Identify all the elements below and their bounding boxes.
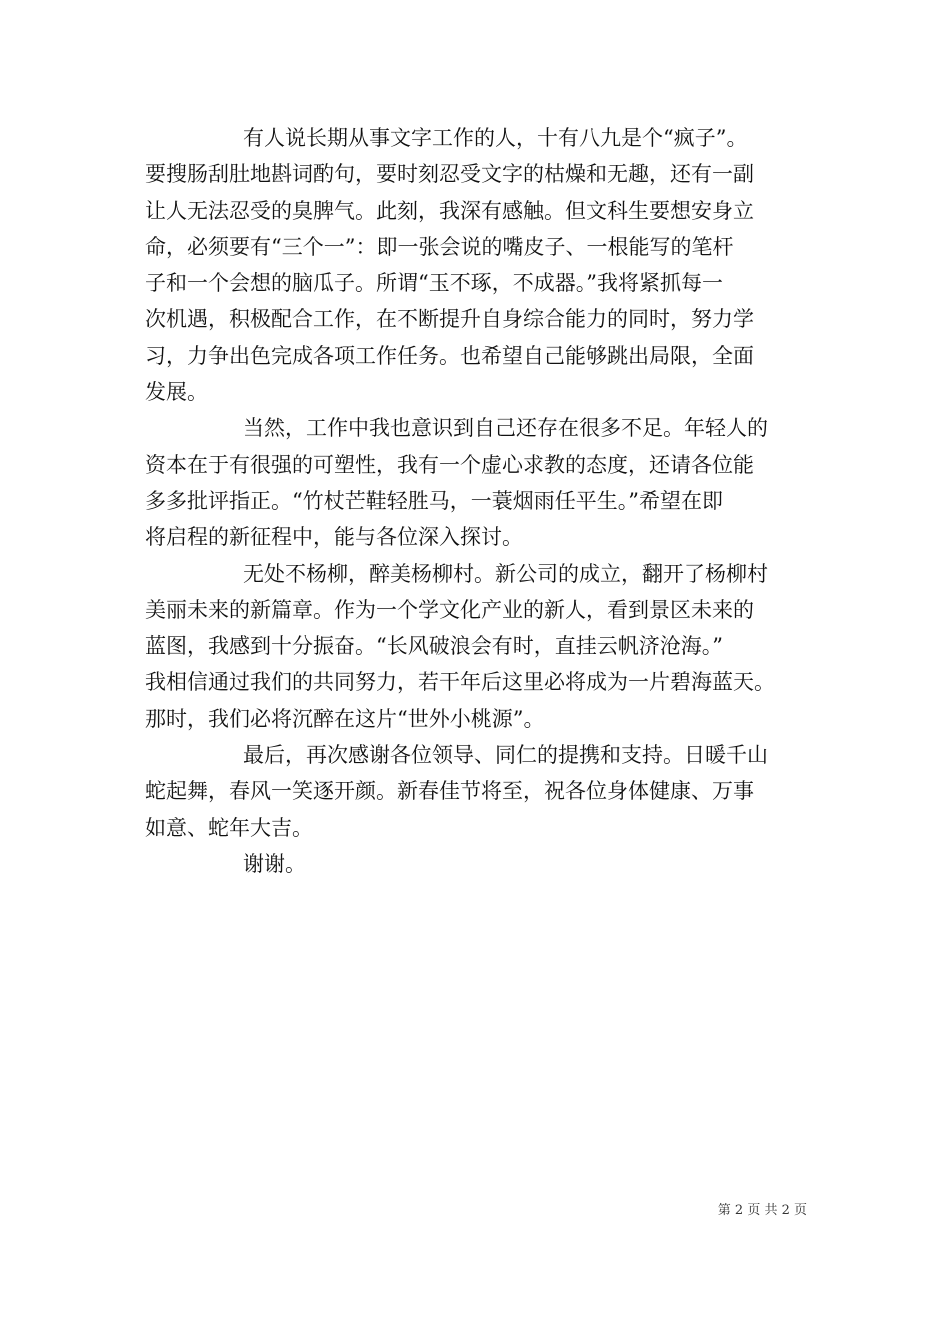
paragraph-2-line-4: 将启程的新征程中，能与各位深入探讨。	[145, 525, 523, 550]
paragraph-3-line-2: 美丽未来的新篇章。作为一个学文化产业的新人，看到景区未来的	[145, 597, 754, 622]
paragraph-2-line-3: 多多批评指正。“竹杖芒鞋轻胜马，一蓑烟雨任平生。”希望在即	[145, 488, 723, 513]
paragraph-1-line-5: 子和一个会想的脑瓜子。所谓“玉不琢，不成器。”我将紧抓每一	[145, 271, 723, 296]
paragraph-1-line-2: 要搜肠刮肚地斟词酌句，要时刻忍受文字的枯燥和无趣，还有一副	[145, 162, 754, 187]
document-body	[145, 120, 820, 882]
paragraph-1-line-3: 让人无法忍受的臭脾气。此刻，我深有感触。但文科生要想安身立	[145, 198, 754, 223]
paragraph-3-line-3: 蓝图，我感到十分振奋。“长风破浪会有时，直挂云帆济沧海。”	[145, 634, 723, 659]
paragraph-2-line-2: 资本在于有很强的可塑性，我有一个虚心求教的态度，还请各位能	[145, 452, 754, 477]
paragraph-4-line-3: 如意、蛇年大吉。	[145, 815, 313, 840]
paragraph-1-line-1: 有人说长期从事文字工作的人，十有八九是个“疯子”。	[243, 126, 748, 150]
page-number-footer: 第 2 页 共 2 页	[717, 1203, 807, 1218]
paragraph-1-line-4: 命，必须要有“三个一”：即一张会说的嘴皮子、一根能写的笔杆	[145, 234, 734, 259]
paragraph-4-line-1: 最后，再次感谢各位领导、同仁的提携和支持。日暖千山	[243, 743, 768, 768]
paragraph-3-line-5: 那时，我们必将沉醉在这片“世外小桃源”。	[145, 706, 545, 731]
paragraph-3-line-4: 我相信通过我们的共同努力，若干年后这里必将成为一片碧海蓝天。	[145, 670, 775, 695]
paragraph-1-line-7: 习，力争出色完成各项工作任务。也希望自己能够跳出局限，全面	[145, 343, 754, 368]
paragraph-1-line-6: 次机遇，积极配合工作，在不断提升自身综合能力的同时，努力学	[145, 307, 754, 332]
paragraph-1-line-8: 发展。	[145, 380, 208, 405]
paragraph-4-line-2: 蛇起舞，春风一笑逐开颜。新春佳节将至，祝各位身体健康、万事	[145, 779, 754, 804]
paragraph-3-line-1: 无处不杨柳，醉美杨柳村。新公司的成立，翻开了杨柳村	[243, 561, 768, 586]
closing-thanks: 谢谢。	[243, 851, 306, 876]
paragraph-2-line-1: 当然，工作中我也意识到自己还存在很多不足。年轻人的	[243, 416, 768, 441]
